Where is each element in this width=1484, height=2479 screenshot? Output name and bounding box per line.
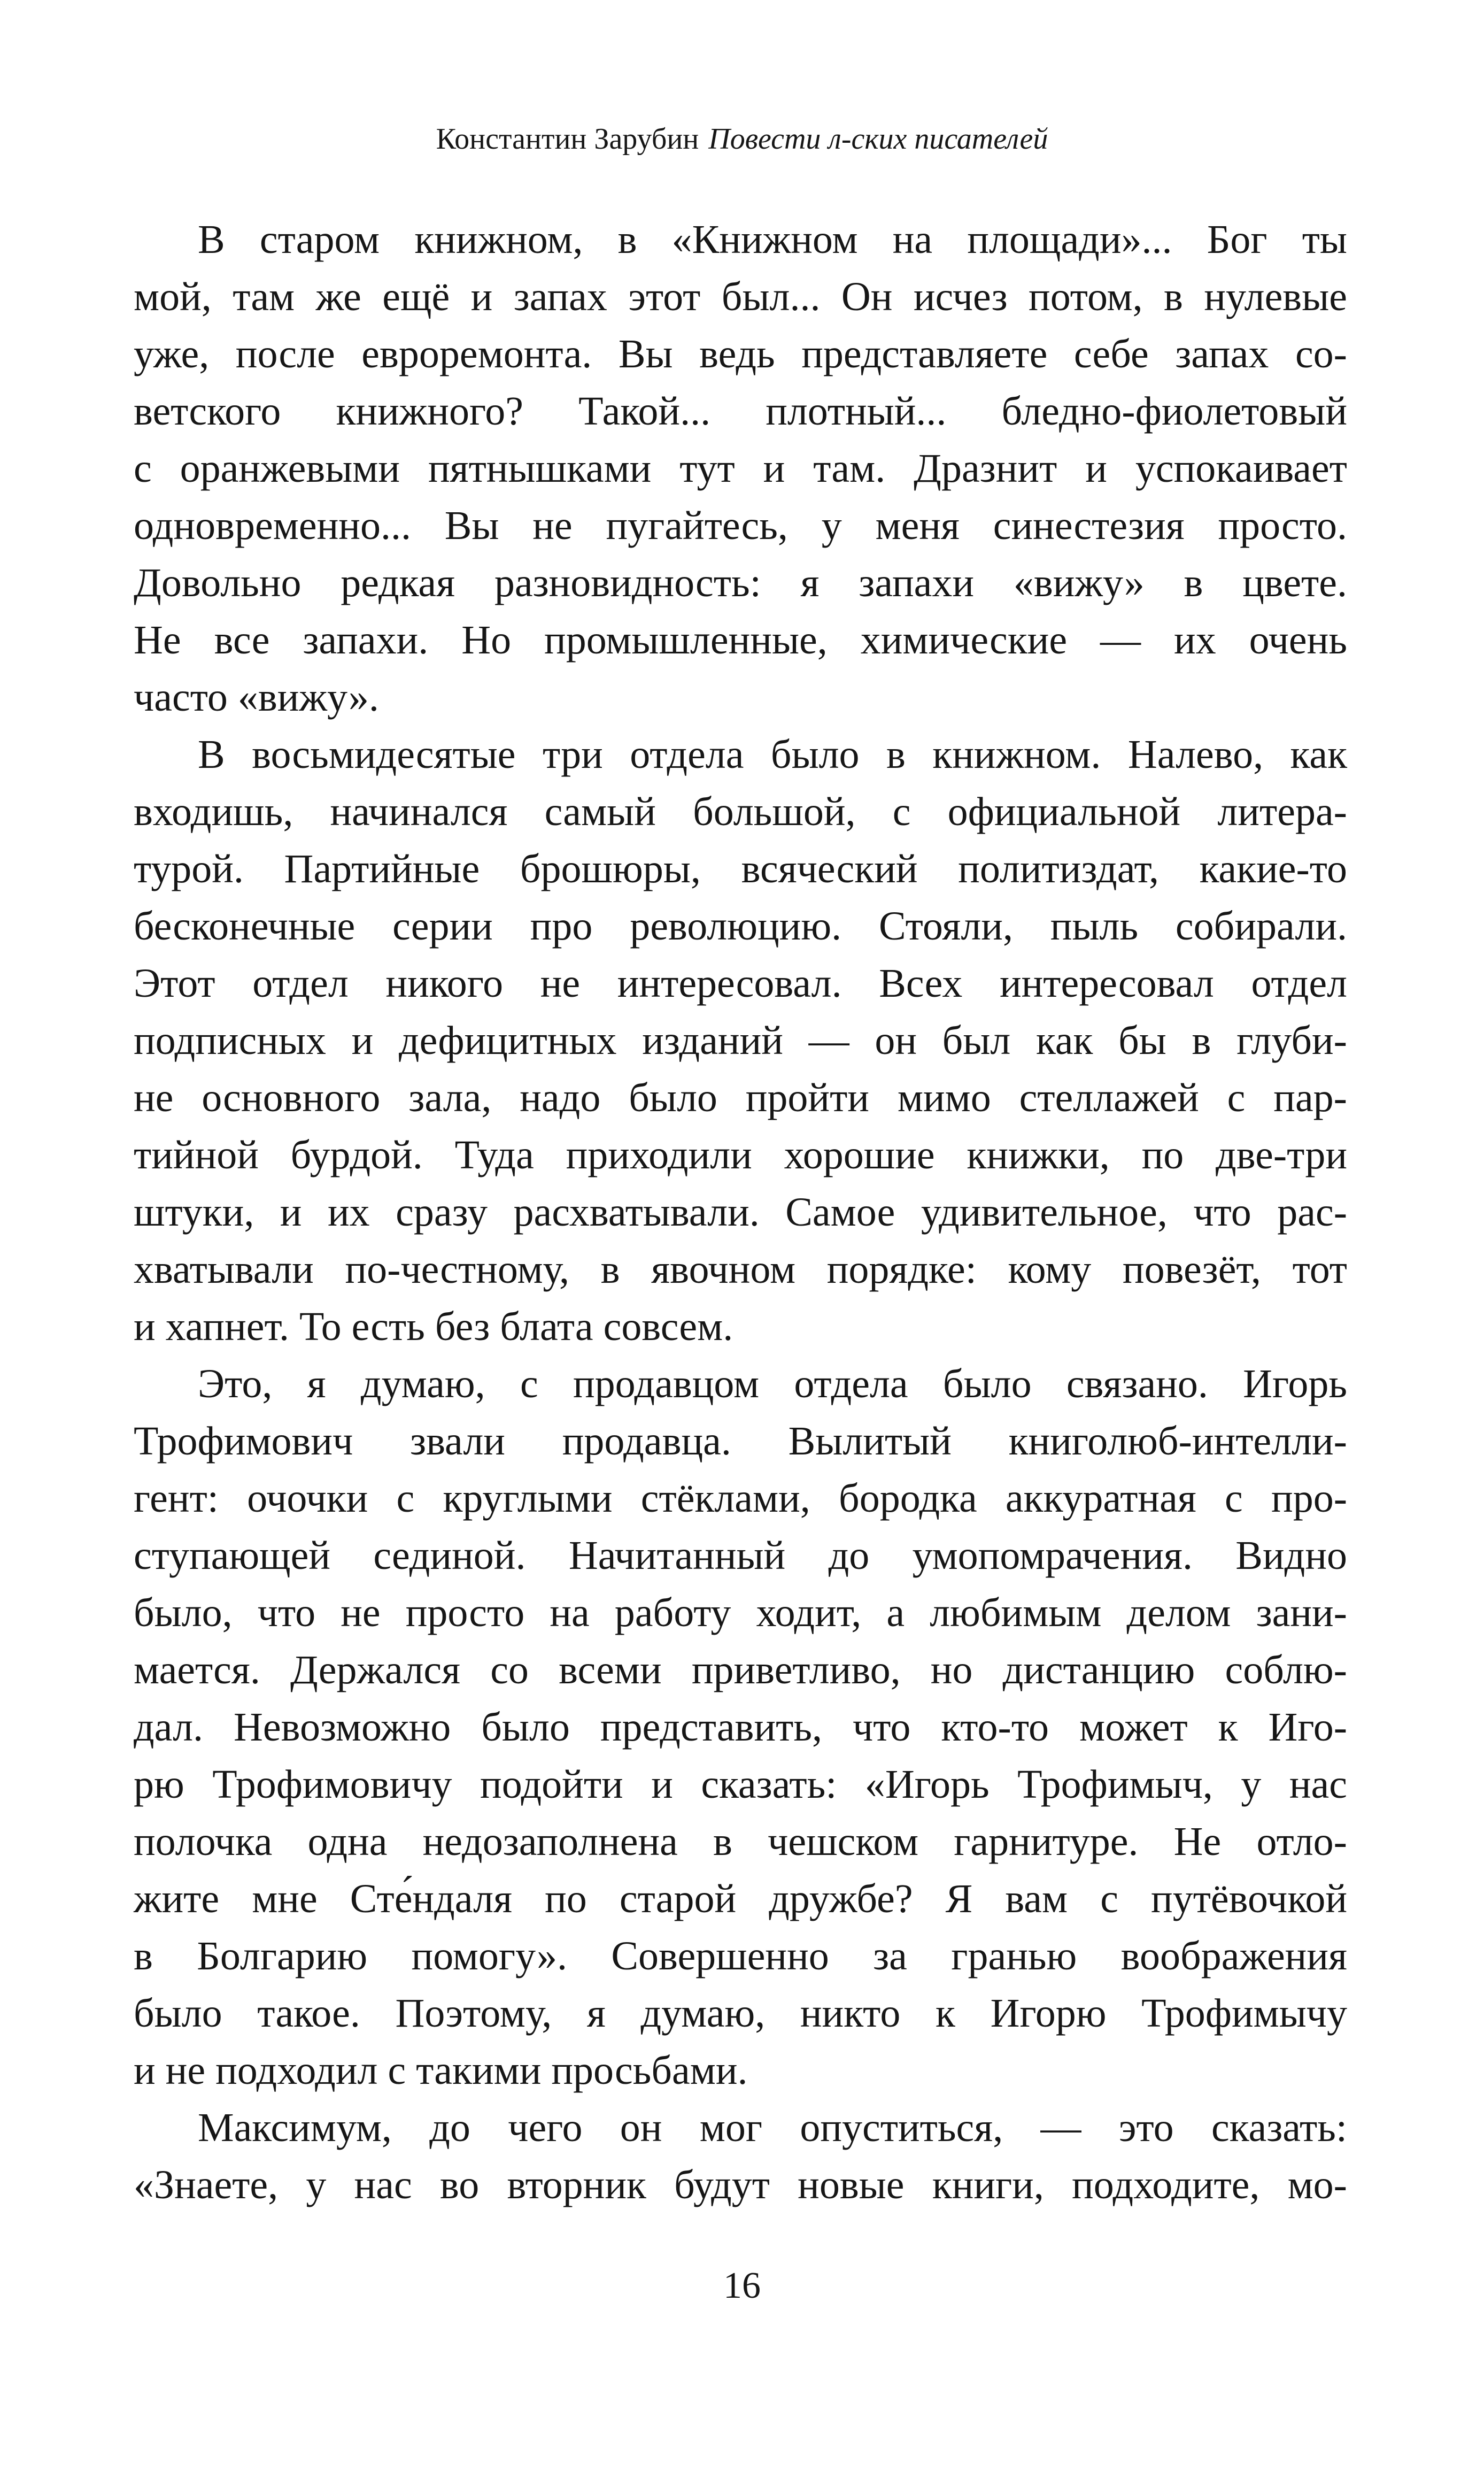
header-book-title: Повести л-ских писателей <box>708 122 1048 156</box>
text-line: штуки, и их сразу расхватывали. Самое удивительное, что рас- <box>134 1190 1347 1235</box>
text-line: тийной бурдой. Туда приходили хорошие книжки, по две-три <box>134 1133 1347 1177</box>
text-line: Этот отдел никого не интересовал. Всех интересовал отдел <box>134 961 1347 1006</box>
text-line: гент: очочки с круглыми стёклами, бородка аккуратная с про- <box>134 1476 1347 1521</box>
text-line: и хапнет. То есть без блата совсем. <box>134 1304 733 1349</box>
text-line: мой, там же ещё и запах этот был... Он исчез потом, в нулевые <box>134 274 1347 319</box>
text-line: хватывали по-честному, в явочном порядке: кому повезёт, тот <box>134 1247 1347 1292</box>
text-line: уже, после евроремонта. Вы ведь представляете себе запах со- <box>134 332 1347 376</box>
text-line: и не подходил с такими просьбами. <box>134 2048 748 2093</box>
text-line: было, что не просто на работу ходит, а любимым делом зани- <box>134 1590 1347 1635</box>
page-number: 16 <box>723 2265 761 2306</box>
text-line: входишь, начинался самый большой, с официальной литера- <box>134 789 1347 834</box>
text-line: не основного зала, надо было пройти мимо стеллажей с пар- <box>134 1075 1347 1120</box>
text-line: жите мне Сте́ндаля по старой дружбе? Я вам с путёвочкой <box>134 1876 1347 1921</box>
text-line: В восьмидесятые три отдела было в книжном. Налево, как <box>198 732 1347 777</box>
text-line: Максимум, до чего он мог опуститься, — это сказать: <box>198 2105 1347 2150</box>
text-line: Это, я думаю, с продавцом отдела было связано. Игорь <box>198 1361 1347 1406</box>
text-line: полочка одна недозаполнена в чешском гарнитуре. Не отло- <box>134 1819 1347 1864</box>
text-line: «Знаете, у нас во вторник будут новые книги, подходите, мо- <box>134 2162 1347 2207</box>
text-line: дал. Невозможно было представить, что кто-то может к Иго- <box>134 1705 1347 1750</box>
text-line: часто «вижу». <box>134 675 379 720</box>
text-line: Трофимович звали продавца. Вылитый книголюб-интелли- <box>134 1419 1347 1464</box>
text-line: Не все запахи. Но промышленные, химические — их очень <box>134 618 1347 663</box>
text-line: с оранжевыми пятнышками тут и там. Дразнит и успокаивает <box>134 446 1347 491</box>
text-line: бесконечные серии про революцию. Стояли, пыль собирали. <box>134 904 1347 949</box>
text-line: ветского книжного? Такой... плотный... бледно-фиолетовый <box>134 389 1347 434</box>
text-line: рю Трофимовичу подойти и сказать: «Игорь Трофимыч, у нас <box>134 1762 1347 1807</box>
text-line: ступающей сединой. Начитанный до умопомрачения. Видно <box>134 1533 1347 1578</box>
text-line: было такое. Поэтому, я думаю, никто к Игорю Трофимычу <box>134 1991 1347 2036</box>
body-text <box>134 211 1347 2214</box>
running-header <box>0 120 1484 158</box>
text-line: мается. Держался со всеми приветливо, но дистанцию соблю- <box>134 1647 1347 1692</box>
text-line: подписных и дефицитных изданий — он был как бы в глуби- <box>134 1018 1347 1063</box>
text-line: турой. Партийные брошюры, всяческий политиздат, какие-то <box>134 846 1347 891</box>
text-line: В старом книжном, в «Книжном на площади»... Бог ты <box>198 217 1347 262</box>
header-author: Константин Зарубин <box>436 122 699 156</box>
text-line: одновременно... Вы не пугайтесь, у меня синестезия просто. <box>134 503 1347 548</box>
text-line: Довольно редкая разновидность: я запахи «вижу» в цвете. <box>134 560 1347 605</box>
text-line: в Болгарию помогу». Совершенно за гранью воображения <box>134 1934 1347 1978</box>
